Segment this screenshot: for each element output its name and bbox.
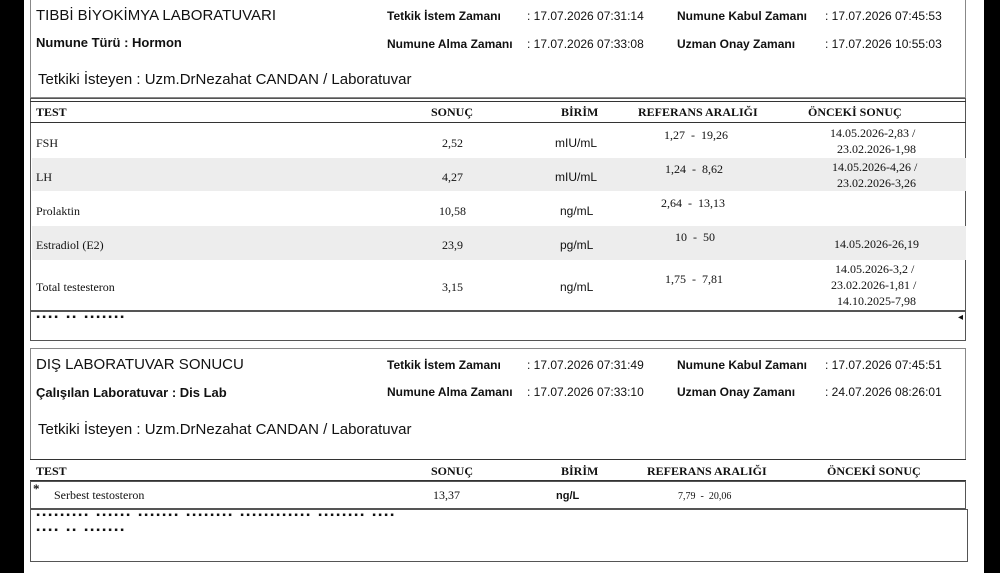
report2-uzman-onay-label: Uzman Onay Zamanı: [677, 385, 796, 399]
report1-row5-unit: ng/mL: [560, 280, 594, 294]
report1-row3-unit: ng/mL: [560, 204, 594, 218]
report2-table-header-top-line: [30, 459, 966, 460]
report2-row1-result: 13,37: [433, 488, 460, 502]
report1-row4-result: 23,9: [442, 238, 463, 252]
report1-row-shade: [32, 226, 966, 260]
report1-numune-kabul-label: Numune Kabul Zamanı: [677, 9, 808, 23]
report2-numune-kabul-label: Numune Kabul Zamanı: [677, 358, 808, 372]
report2-numune-alma-label: Numune Alma Zamanı: [387, 385, 513, 399]
report1-row2-unit: mIU/mL: [555, 170, 597, 184]
report1-row5-prev2: 23.02.2026-1,81 /: [831, 278, 917, 292]
report1-header-unit: BİRİM: [561, 105, 599, 119]
report2-row1-star: *: [33, 481, 40, 496]
report1-row1-ref: 1,27 - 19,26: [664, 128, 728, 142]
report2-note-line2: ▪▪▪▪ ▪▪ ▪▪▪▪▪▪▪: [35, 526, 126, 537]
report1-row1-prev1: 14.05.2026-2,83 /: [830, 126, 916, 140]
report1-row3-result: 10,58: [439, 204, 466, 218]
report2-numune-alma-value: : 17.07.2026 07:33:10: [527, 385, 644, 399]
corner-marker-icon: ◂: [958, 312, 964, 323]
report2-lab-name: Çalışılan Laboratuvar : Dis Lab: [36, 385, 227, 400]
report1-row4-test: Estradiol (E2): [36, 238, 104, 252]
report2-title: DIŞ LABORATUVAR SONUCU: [36, 356, 244, 373]
lab-report-page: [24, 0, 984, 573]
report1-row1-unit: mIU/mL: [555, 136, 597, 150]
report2-header-test: TEST: [36, 464, 67, 478]
report2-row1-unit: ng/L: [556, 490, 580, 502]
report1-row3-ref: 2,64 - 13,13: [661, 196, 725, 210]
report1-row5-result: 3,15: [442, 280, 463, 294]
report2-row1-test: Serbest testosteron: [54, 488, 145, 502]
report2-row-box: [30, 481, 966, 509]
report1-row1-result: 2,52: [442, 136, 463, 150]
report1-header-result: SONUÇ: [431, 105, 474, 119]
report1-row1-prev2: 23.02.2026-1,98: [837, 142, 916, 156]
report1-numune-kabul-value: : 17.07.2026 07:45:53: [825, 9, 942, 23]
report1-row4-ref: 10 - 50: [675, 230, 715, 244]
report1-row3-test: Prolaktin: [36, 204, 80, 218]
report2-tetkik-istem-label: Tetkik İstem Zamanı: [387, 358, 501, 372]
report2-row1-ref: 7,79 - 20,06: [678, 491, 732, 502]
report2-uzman-onay-value: : 24.07.2026 08:26:01: [825, 385, 942, 399]
report1-row-shade: [32, 158, 966, 191]
report1-requester: Tetkiki İsteyen : Uzm.DrNezahat CANDAN / Laboratuvar: [38, 71, 412, 88]
report2-header-ref: REFERANS ARALIĞI: [647, 464, 767, 478]
report1-table-header-top-line: [30, 101, 966, 102]
report2-header-prev: ÖNCEKİ SONUÇ: [827, 464, 921, 478]
report2-note-line1: ▪▪▪▪▪▪▪▪▪ ▪▪▪▪▪▪ ▪▪▪▪▪▪▪ ▪▪▪▪▪▪▪▪ ▪▪▪▪▪▪▪▪▪▪▪▪ ▪▪▪▪▪▪▪▪ ▪▪▪▪: [35, 511, 396, 522]
report1-row5-prev1: 14.05.2026-3,2 /: [835, 262, 915, 276]
report1-table: [30, 98, 966, 311]
report1-row5-prev3: 14.10.2025-7,98: [837, 294, 916, 308]
report1-row2-prev2: 23.02.2026-3,26: [837, 176, 916, 190]
report1-note-box: [30, 311, 966, 341]
report1-sample-type: Numune Türü : Hormon: [36, 35, 182, 50]
report1-header-ref: REFERANS ARALIĞI: [638, 105, 758, 119]
report1-note: ▪▪▪▪ ▪▪ ▪▪▪▪▪▪▪: [35, 313, 126, 324]
report1-row2-prev1: 14.05.2026-4,26 /: [832, 160, 918, 174]
report1-row4-unit: pg/mL: [560, 238, 594, 252]
report1-title: TIBBİ BİYOKİMYA LABORATUVARI: [36, 7, 277, 24]
report2-requester: Tetkiki İsteyen : Uzm.DrNezahat CANDAN / Laboratuvar: [38, 421, 412, 438]
report1-row4-prev1: 14.05.2026-26,19: [834, 237, 919, 251]
report2-header-unit: BİRİM: [561, 464, 599, 478]
report1-uzman-onay-value: : 17.07.2026 10:55:03: [825, 37, 942, 51]
report2-numune-kabul-value: : 17.07.2026 07:45:51: [825, 358, 942, 372]
report1-row5-ref: 1,75 - 7,81: [665, 272, 723, 286]
report1-numune-alma-label: Numune Alma Zamanı: [387, 37, 513, 51]
report1-table-header-bottom-line: [30, 122, 966, 123]
report1-row2-ref: 1,24 - 8,62: [665, 162, 723, 176]
report1-row5-test: Total testesteron: [36, 280, 115, 294]
report1-header-test: TEST: [36, 105, 67, 119]
report1-tetkik-istem-label: Tetkik İstem Zamanı: [387, 9, 501, 23]
report2-header-result: SONUÇ: [431, 464, 474, 478]
report1-header-prev: ÖNCEKİ SONUÇ: [808, 105, 902, 119]
report1-row2-result: 4,27: [442, 170, 463, 184]
report1-uzman-onay-label: Uzman Onay Zamanı: [677, 37, 796, 51]
report1-numune-alma-value: : 17.07.2026 07:33:08: [527, 37, 644, 51]
report1-tetkik-istem-value: : 17.07.2026 07:31:14: [527, 9, 644, 23]
report2-tetkik-istem-value: : 17.07.2026 07:31:49: [527, 358, 644, 372]
report1-row2-test: LH: [36, 170, 52, 184]
report1-row1-test: FSH: [36, 136, 59, 150]
